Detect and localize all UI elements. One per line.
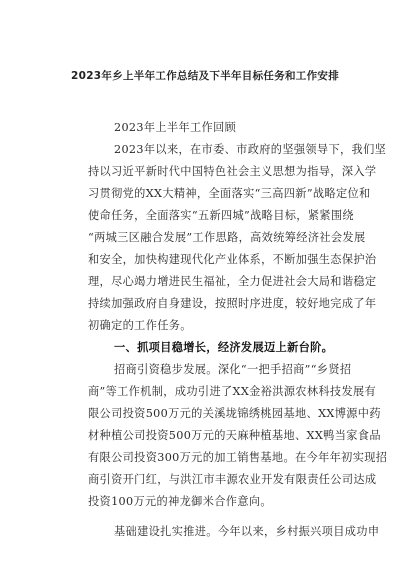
document-title: 2023年乡上半年工作总结及下半年目标任务和工作安排 xyxy=(70,70,340,82)
paragraph-line: 和安全，加快构建现代化产业体系，不断加强生态保护治 xyxy=(88,253,377,266)
paragraph-line: 商”等工作机制，成功引进了XX金裕洪源农林科技发展有 xyxy=(88,385,377,398)
paragraph-line: 初确定的工作任务。 xyxy=(88,319,192,332)
paragraph-line: 招商引资稳步发展。深化“一把手招商”“乡贤招 xyxy=(114,363,352,376)
paragraph-line: “两城三区融合发展”工作思路，高效统筹经济社会发展 xyxy=(88,231,366,244)
paragraph-line: 习贯彻党的XX大精神，全面落实“三高四新”战略定位和 xyxy=(88,187,371,200)
section-heading-review: 2023年上半年工作回顾 xyxy=(114,121,237,134)
paragraph-line: 2023年以来，在市委、市政府的坚强领导下，我们坚 xyxy=(114,143,387,156)
paragraph-line: 持续加强政府自身建设，按照时序进度，较好地完成了年 xyxy=(88,297,377,310)
paragraph-line: 商引资开门红，与洪江市丰源农业开发有限责任公司达成 xyxy=(88,473,377,486)
paragraph-line: 限公司投资500万元的关溪垅锦绣桃园基地、XX博源中药 xyxy=(88,407,381,420)
paragraph-line: 材种植公司投资500万元的天麻种植基地、XX鸭当家食品 xyxy=(88,429,381,442)
paragraph-line: 理，尽心竭力增进民生福祉，全力促进社会大局和谐稳定 xyxy=(88,275,377,288)
paragraph-line: 有限公司投资300万元的加工销售基地。在今年年初实现招 xyxy=(88,451,388,464)
paragraph-line: 持以习近平新时代中国特色社会主义思想为指导，深入学 xyxy=(88,165,377,178)
section-heading-projects: 一、抓项目稳增长，经济发展迈上新台阶。 xyxy=(114,341,334,354)
paragraph-line: 使命任务，全面落实“五新四城”战略目标，紧紧围绕 xyxy=(88,209,354,222)
paragraph-line: 投资100万元的神龙御米合作意向。 xyxy=(88,495,272,508)
paragraph-line: 基础建设扎实推进。今年以来，乡村振兴项目成功申 xyxy=(114,525,380,538)
